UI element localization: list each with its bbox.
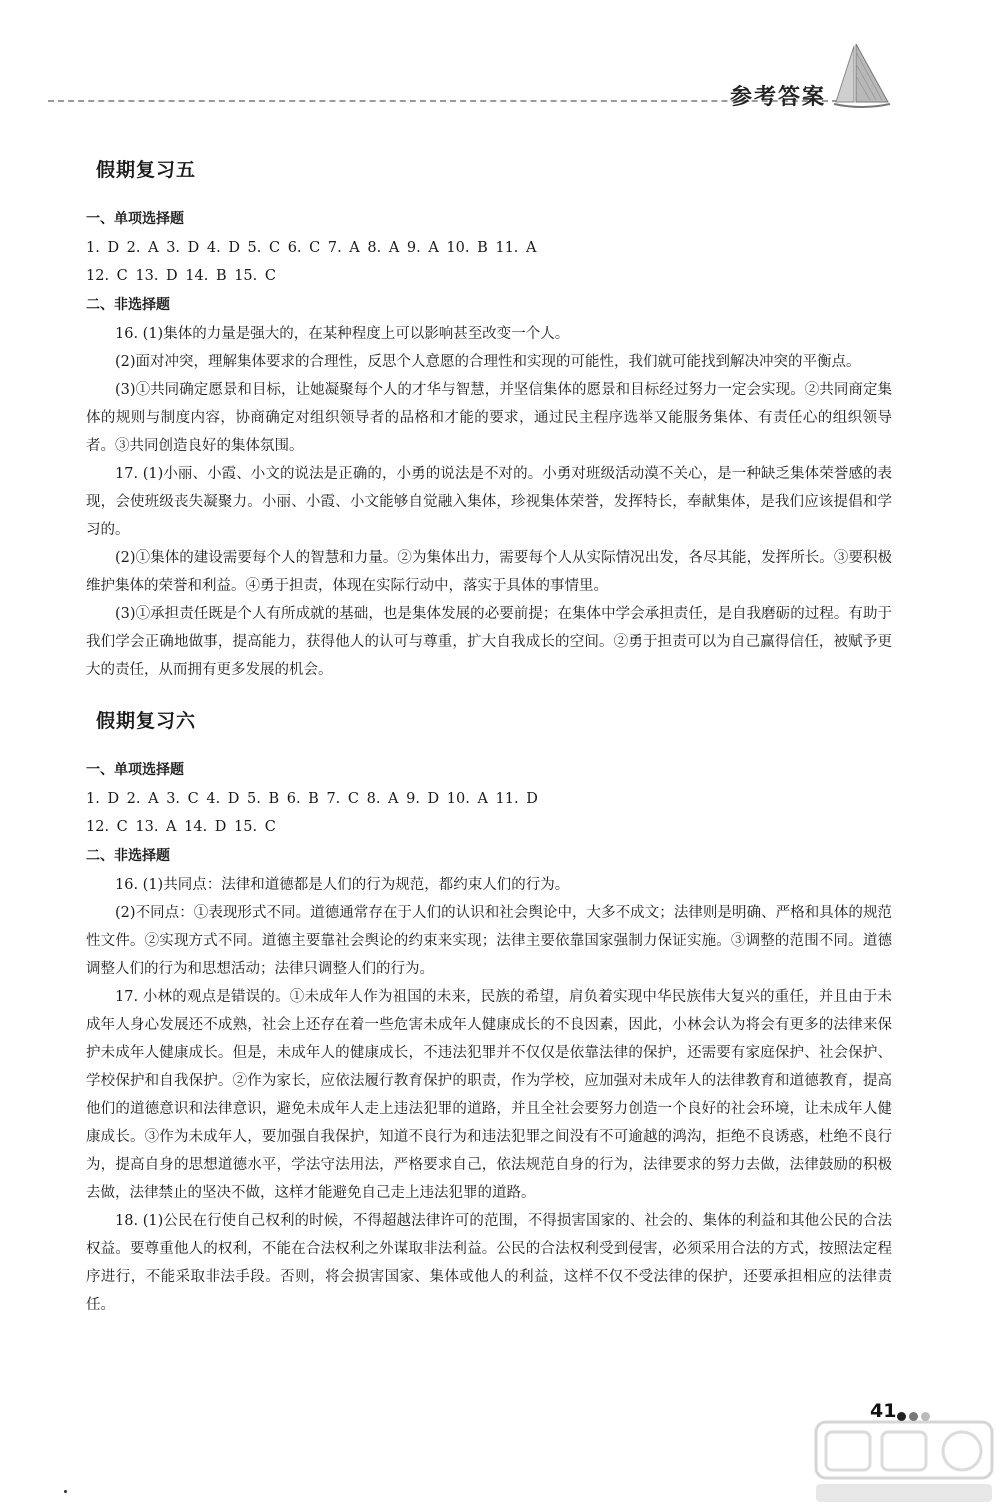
mc-answers-line: 12. C 13. D 14. B 15. C bbox=[86, 268, 276, 284]
answer-paragraph: (2)面对冲突，理解集体要求的合理性，反思个人意愿的合理性和实现的可能性，我们就可能找到解决冲突的平衡点。 bbox=[115, 354, 861, 370]
mc-answers-line: 12. C 13. A 14. D 15. C bbox=[86, 819, 276, 835]
nmc-heading-review5: 二、非选择题 bbox=[86, 297, 170, 313]
sailboat-icon bbox=[832, 42, 892, 110]
answer-paragraph: (2)①集体的建设需要每个人的智慧和力量。②为集体出力，需要每个人从实际情况出发，各尽其能，发挥所长。③要积极维护集体的荣誉和利益。④勇于担责，体现在实际行动中，落实于具体的事情里。 bbox=[86, 550, 892, 594]
answer-paragraph: 16. (1)共同点：法律和道德都是人们的行为规范，都约束人们的行为。 bbox=[115, 877, 570, 893]
answer-paragraph: 16. (1)集体的力量是强大的，在某种程度上可以影响甚至改变一个人。 bbox=[115, 326, 570, 342]
scan-speck bbox=[64, 1490, 67, 1493]
mc-heading-review5: 一、单项选择题 bbox=[86, 211, 184, 227]
header-title: 参考答案 bbox=[730, 85, 827, 110]
answer-paragraph: (3)①共同确定愿景和目标，让她凝聚每个人的才华与智慧，并坚信集体的愿景和目标经过努力一定会实现。②共同商定集体的规则与制度内容，协商确定对组织领导者的品格和才能的要求，通过民主程序选举又能服务集体、有责任心的组织领导者。③共同创造良好的集体氛围。 bbox=[86, 382, 892, 454]
section-title-review5: 假期复习五 bbox=[96, 159, 197, 181]
answer-paragraph: 17. (1)小丽、小霞、小文的说法是正确的，小勇的说法是不对的。小勇对班级活动漠不关心，是一种缺乏集体荣誉感的表现，会使班级丧失凝聚力。小丽、小霞、小文能够自觉融入集体，珍视集体荣誉，发挥特长，奉献集体，是我们应该提倡和学习的。 bbox=[86, 466, 892, 538]
watermark-logo bbox=[812, 1418, 997, 1506]
mc-heading-review6: 一、单项选择题 bbox=[86, 762, 184, 778]
page-header bbox=[0, 0, 1000, 120]
answer-paragraph: 17. 小林的观点是错误的。①未成年人作为祖国的未来，民族的希望，肩负着实现中华民族伟大复兴的重任，并且由于未成年人身心发展还不成熟，社会上还存在着一些危害未成年人健康成长的不良因素，因此，小林会认为将会有更多的法律来保护未成年人健康成长。但是，未成年人的健康成长，不违法犯罪并不仅仅是依靠法律的保护，还需要有家庭保护、社会保护、学校保护和自我保护。②作为家长，应依法履行教育保护的职责，作为学校，应加强对未成年人的法律教育和道德教育，提高他们的道德意识和法律意识，避免未成年人走上违法犯罪的道路，并且全社会要努力创造一个良好的社会环境，让未成年人健康成长。③作为未成年人，要加强自我保护，知道不良行为和违法犯罪之间没有不可逾越的鸿沟，拒绝不良诱惑，杜绝不良行为，提高自身的思想道德水平，学法守法用法，严格要求自己，依法规范自身的行为，法律要求的努力去做，法律鼓励的积极去做，法律禁止的坚决不做，这样才能避免自己走上违法犯罪的道路。 bbox=[86, 989, 892, 1201]
section-title-review6: 假期复习六 bbox=[96, 710, 197, 732]
answer-paragraph: (2)不同点：①表现形式不同。道德通常存在于人们的认识和社会舆论中，大多不成文；法律则是明确、严格和具体的规范性文件。②实现方式不同。道德主要靠社会舆论的约束来实现；法律主要依靠国家强制力保证实施。③调整的范围不同。道德调整人们的行为和思想活动；法律只调整人们的行为。 bbox=[86, 905, 892, 977]
page-number: 41 bbox=[870, 1400, 897, 1422]
answer-content bbox=[86, 155, 892, 1319]
answer-paragraph: 18. (1)公民在行使自己权利的时候，不得超越法律许可的范围，不得损害国家的、社会的、集体的利益和其他公民的合法权益。要尊重他人的权利，不能在合法权利之外谋取非法利益。公民的合法权利受到侵害，必须采用合法的方式，按照法定程序进行，不能采取非法手段。否则，将会损害国家、集体或他人的利益，这样不仅不受法律的保护，还要承担相应的法律责任。 bbox=[86, 1213, 892, 1313]
mc-answers-line: 1. D 2. A 3. D 4. D 5. C 6. C 7. A 8. A 9. A 10. B 11. A bbox=[86, 240, 537, 256]
header-dashed-rule bbox=[48, 100, 838, 102]
answer-paragraph: (3)①承担责任既是个人有所成就的基础，也是集体发展的必要前提；在集体中学会承担责任，是自我磨砺的过程。有助于我们学会正确地做事，提高能力，获得他人的认可与尊重，扩大自我成长的空间。②勇于担责可以为自己赢得信任，被赋予更大的责任，从而拥有更多发展的机会。 bbox=[86, 606, 892, 678]
mc-answers-line: 1. D 2. A 3. C 4. D 5. B 6. B 7. C 8. A 9. D 10. A 11. D bbox=[86, 791, 538, 807]
nmc-heading-review6: 二、非选择题 bbox=[86, 848, 170, 864]
